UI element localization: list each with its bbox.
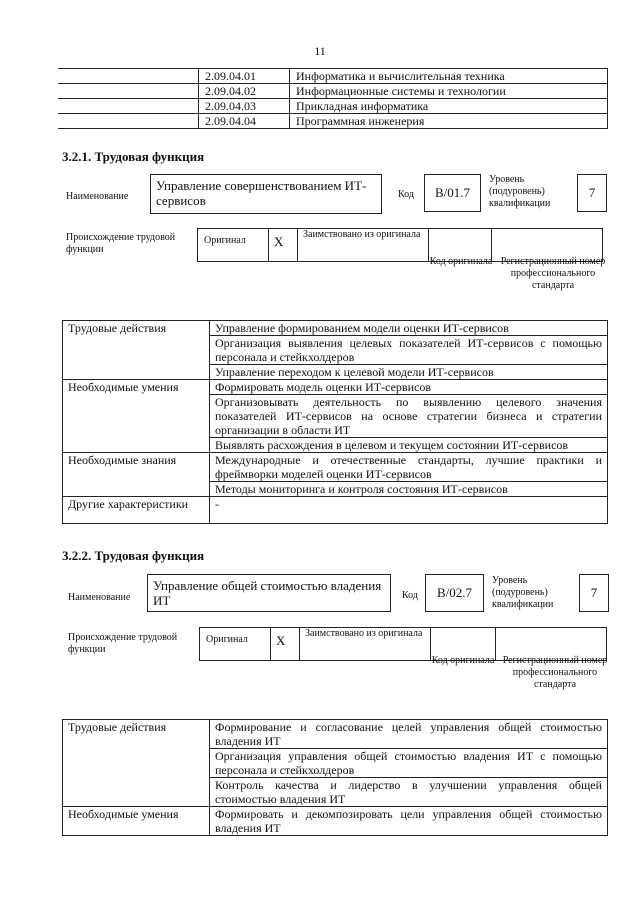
table-row — [63, 380, 608, 395]
specialty-code: 2.09.04.03 — [199, 99, 290, 114]
table-row — [63, 720, 608, 749]
table-row — [58, 84, 608, 99]
table-row — [63, 807, 608, 836]
name-label: Наименование — [66, 191, 129, 202]
specialty-codes-table — [58, 68, 608, 129]
origin-label: Происхождение трудовой функции — [66, 232, 176, 255]
list-item: - — [210, 497, 608, 524]
list-item: Формировать и декомпозировать цели управления общей стоимостью владения ИТ — [210, 807, 608, 836]
list-item: Управление формированием модели оценки ИТ-сервисов — [210, 321, 608, 336]
list-item: Организовывать деятельность по выявлению целевого значения показателей ИТ-сервисов на основе стратегии бизнеса и стратегии организации в области ИТ — [210, 395, 608, 438]
group-label: Необходимые знания — [63, 453, 210, 497]
reg-number-caption: Регистрационный номер профессионального стандарта — [502, 655, 608, 690]
section-heading: 3.2.1. Трудовая функция — [62, 149, 205, 164]
specialty-name: Программная инженерия — [290, 114, 608, 129]
borrowed-label: Заимствовано из оригинала — [298, 229, 429, 262]
table-row — [58, 114, 608, 129]
group-label: Трудовые действия — [63, 321, 210, 380]
list-item: Формирование и согласование целей управления общей стоимостью владения ИТ — [210, 720, 608, 749]
list-item: Методы мониторинга и контроля состояния ИТ-сервисов — [210, 482, 608, 497]
list-item: Международные и отечественные стандарты, лучшие практики и фреймворки моделей оценки ИТ-сервисов — [210, 453, 608, 482]
table-row — [63, 321, 608, 336]
list-item: Организация управления общей стоимостью владения ИТ с помощью персонала и стейкхолдеров — [210, 749, 608, 778]
specialty-name: Информационные системы и технологии — [290, 84, 608, 99]
group-label: Необходимые умения — [63, 807, 210, 836]
reg-number-caption: Регистрационный номер профессионального стандарта — [500, 256, 606, 291]
list-item: Формировать модель оценки ИТ-сервисов — [210, 380, 608, 395]
table-row — [63, 497, 608, 524]
function-name-box: Управление общей стоимостью владения ИТ — [147, 574, 391, 612]
list-item: Выявлять расхождения в целевом и текущем состоянии ИТ-сервисов — [210, 438, 608, 453]
section-heading: 3.2.2. Трудовая функция — [62, 548, 205, 563]
level-box: 7 — [579, 574, 609, 612]
code-label: Код — [398, 189, 414, 200]
table-row — [58, 99, 608, 114]
code-label: Код — [402, 590, 418, 601]
list-item: Управление переходом к целевой модели ИТ-сервисов — [210, 365, 608, 380]
specialty-code: 2.09.04.02 — [199, 84, 290, 99]
list-item: Организация выявления целевых показателей ИТ-сервисов с помощью персонала и стейкхолдеров — [210, 336, 608, 365]
orig-code-caption: Код оригинала — [429, 256, 493, 267]
function-code-box: B/02.7 — [425, 574, 484, 612]
borrowed-label: Заимствовано из оригинала — [300, 628, 431, 661]
level-box: 7 — [577, 174, 607, 212]
group-label: Необходимые умения — [63, 380, 210, 453]
original-label: Оригинал — [200, 628, 271, 661]
table-row — [63, 453, 608, 482]
specialty-name: Информатика и вычислительная техника — [290, 69, 608, 84]
original-mark: X — [269, 229, 298, 262]
table-row — [58, 69, 608, 84]
orig-code-caption: Код оригинала — [431, 655, 495, 666]
specialty-code: 2.09.04.01 — [199, 69, 290, 84]
function-code-box: B/01.7 — [424, 174, 481, 212]
name-label: Наименование — [68, 592, 131, 603]
original-label: Оригинал — [198, 229, 269, 262]
function-details-table — [62, 719, 608, 836]
specialty-code: 2.09.04.04 — [199, 114, 290, 129]
group-label: Трудовые действия — [63, 720, 210, 807]
page-number: 11 — [314, 44, 326, 58]
group-label: Другие характеристики — [63, 497, 210, 524]
specialty-name: Прикладная информатика — [290, 99, 608, 114]
function-name-box: Управление совершенствованием ИТ-сервисов — [150, 174, 382, 214]
function-details-table — [62, 320, 608, 524]
level-label: Уровень (подуровень) квалификации — [489, 174, 551, 209]
original-mark: X — [271, 628, 300, 661]
list-item: Контроль качества и лидерство в улучшении управления общей стоимостью владения ИТ — [210, 778, 608, 807]
origin-label: Происхождение трудовой функции — [68, 632, 178, 655]
level-label: Уровень (подуровень) квалификации — [492, 575, 554, 610]
